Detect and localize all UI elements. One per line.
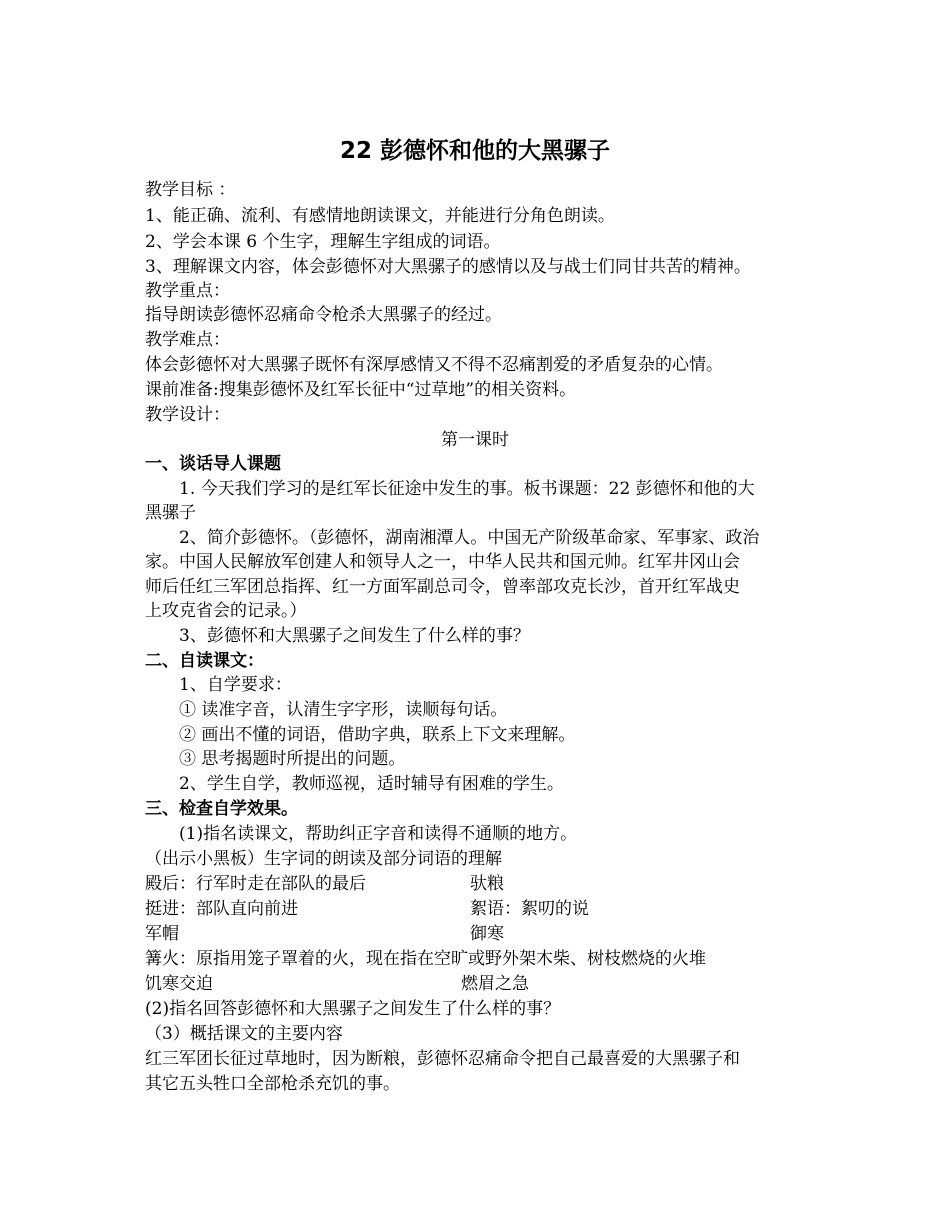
objective-item: 2、学会本课 6 个生字，理解生字组成的词语。	[145, 232, 501, 252]
paragraph: 1. 今天我们学习的是红军长征途中发生的事。板书课题：22 彭德怀和他的大	[179, 479, 755, 499]
vocab-term: 御寒	[470, 924, 504, 944]
design-label: 教学设计：	[145, 405, 230, 425]
vocab-term: 挺进：部队直向前进	[145, 899, 298, 919]
paragraph: 2、学生自学，教师巡视，适时辅导有困难的学生。	[179, 774, 564, 794]
requirements-label: 1、自学要求：	[179, 675, 292, 695]
paragraph: 黑骡子	[145, 503, 196, 523]
paragraph: 其它五头牲口全部枪杀充饥的事。	[145, 1074, 400, 1094]
key-text: 指导朗读彭德怀忍痛命令枪杀大黑骡子的经过。	[145, 305, 502, 325]
vocab-term: 驮粮	[470, 874, 504, 894]
vocab-term: 殿后：行军时走在部队的最后	[145, 874, 366, 894]
requirement-item: ② 画出不懂的词语，借助字典，联系上下文来理解。	[179, 725, 576, 745]
blackboard-note: （出示小黑板）生字词的朗读及部分词语的理解	[145, 849, 502, 869]
paragraph: 3、彭德怀和大黑骡子之间发生了什么样的事？	[179, 626, 530, 646]
requirement-item: ③ 思考揭题时所提出的问题。	[179, 749, 406, 769]
section2-heading: 二、自读课文：	[145, 651, 264, 671]
paragraph: 家。中国人民解放军创建人和领导人之一，中华人民共和国元帅。红军井冈山会	[145, 552, 740, 572]
paragraph: 师后任红三军团总指挥、红一方面军副总司令，曾率部攻克长沙，首开红军战史	[145, 577, 740, 597]
section1-heading: 一、谈话导人课题	[145, 454, 281, 474]
vocab-term: 燃眉之急	[461, 974, 529, 994]
objective-item: 1、能正确、流利、有感情地朗读课文，并能进行分角色朗读。	[145, 206, 615, 226]
paragraph: 2、简介彭德怀。（彭德怀，湖南湘潭人。中国无产阶级革命家、军事家、政治	[179, 528, 760, 548]
vocab-term: 军帽	[145, 924, 179, 944]
paragraph: 上攻克省会的记录。）	[145, 601, 307, 621]
paragraph: （3）概括课文的主要内容	[145, 1024, 343, 1044]
vocab-term: 絮语：絮叨的说	[470, 899, 589, 919]
requirement-item: ① 读准字音，认清生字字形，读顺每句话。	[179, 700, 508, 720]
key-label: 教学重点：	[145, 281, 230, 301]
vocab-term: 篝火：原指用笼子罩着的火，现在指在空旷或野外架木柴、树枝燃烧的火堆	[145, 949, 706, 969]
page-title: 22 彭德怀和他的大黑骡子	[339, 138, 610, 164]
paragraph: (2)指名回答彭德怀和大黑骡子之间发生了什么样的事？	[145, 999, 561, 1019]
prep-text: 课前准备:搜集彭德怀及红军长征中“过草地”的相关资料。	[145, 380, 577, 400]
lesson-label: 第一课时	[441, 430, 509, 450]
difficulty-label: 教学难点：	[145, 330, 230, 350]
difficulty-text: 体会彭德怀对大黑骡子既怀有深厚感情又不得不忍痛割爱的矛盾复杂的心情。	[145, 355, 723, 375]
objective-item: 3、理解课文内容，体会彭德怀对大黑骡子的感情以及与战士们同甘共苦的精神。	[145, 257, 751, 277]
paragraph: 红三军团长征过草地时，因为断粮，彭德怀忍痛命令把自己最喜爱的大黑骡子和	[145, 1049, 740, 1069]
vocab-term: 饥寒交迫	[145, 974, 213, 994]
section3-heading: 三、检查自学效果。	[145, 799, 298, 819]
objectives-label: 教学目标 ：	[145, 180, 236, 200]
paragraph: (1)指名读课文，帮助纠正字音和读得不通顺的地方。	[179, 824, 578, 844]
